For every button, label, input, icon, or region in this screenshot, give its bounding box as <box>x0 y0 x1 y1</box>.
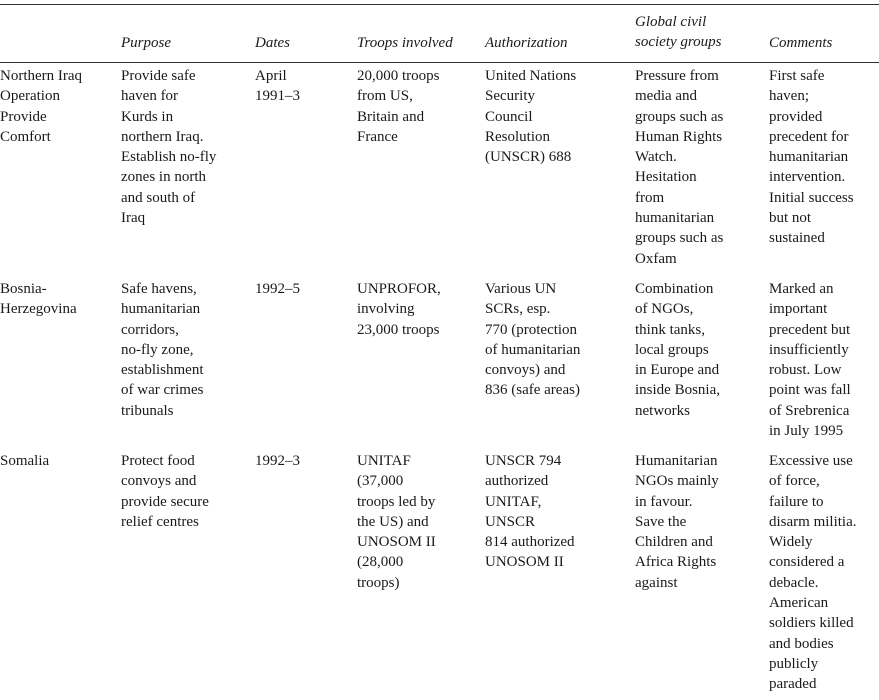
cell-text-line: Africa Rights <box>635 554 717 571</box>
table-cell-troops <box>357 451 436 593</box>
cell-text-line: robust. Low <box>769 362 842 379</box>
cell-text-line: UNSCR 794 <box>485 453 562 469</box>
cell-text-line: Humanitarian <box>635 453 718 469</box>
cell-text-line: inside Bosnia, <box>635 382 720 399</box>
cell-text-line: convoys) and <box>485 362 566 379</box>
cell-text-line: haven; <box>769 88 809 105</box>
cell-text-line: corridors, <box>121 321 179 338</box>
cell-text-line: UNSCR <box>485 513 536 530</box>
cell-text-line: American <box>769 595 829 612</box>
cell-text-line: in favour. <box>635 493 693 510</box>
cell-text-line: insufficiently <box>769 341 849 358</box>
table-cell-dates <box>255 66 300 107</box>
cell-text-line: Resolution <box>485 128 551 145</box>
cell-text-line: 1992–3 <box>255 453 300 469</box>
cell-text-line: UNOSOM II <box>357 534 436 551</box>
cell-text-line: Oxfam <box>635 250 677 267</box>
cell-text-line: of force, <box>769 473 820 490</box>
cell-text-line: and south of <box>121 189 196 206</box>
cell-text-line: Widely <box>769 534 813 551</box>
cell-text-line: UNITAF <box>357 453 411 469</box>
cell-text-line: SCRs, esp. <box>485 301 551 318</box>
table-cell-region <box>0 66 82 147</box>
cell-text-line: disarm militia. <box>769 513 857 530</box>
cell-text-line: Combination <box>635 281 714 297</box>
cell-text-line: Comfort <box>0 128 51 145</box>
cell-text-line: relief centres <box>121 513 199 530</box>
cell-text-line: France <box>357 128 398 145</box>
cell-text-line: Council <box>485 108 533 125</box>
table-cell-civil-society <box>635 66 723 269</box>
cell-text-line: considered a <box>769 554 845 571</box>
cell-text-line: Watch. <box>635 149 677 166</box>
table-cell-authorization <box>485 66 576 167</box>
cell-text-line: local groups <box>635 341 709 358</box>
cell-text-line: networks <box>635 402 690 419</box>
cell-text-line: Establish no-fly <box>121 149 217 166</box>
cell-text-line: troops led by <box>357 493 436 510</box>
cell-text-line: Hesitation <box>635 169 697 186</box>
table-cell-comments <box>769 66 854 249</box>
cell-text-line: establishment <box>121 362 204 379</box>
table-cell-purpose <box>121 66 216 228</box>
table-cell-troops <box>357 279 441 340</box>
cell-text-line: no-fly zone, <box>121 341 194 358</box>
cell-text-line: but not <box>769 210 812 227</box>
header-troops-involved: Troops involved <box>357 35 453 51</box>
cell-text-line: (UNSCR) 688 <box>485 149 572 166</box>
cell-text-line: Iraq <box>121 210 146 227</box>
cell-text-line: 23,000 troops <box>357 321 440 338</box>
cell-text-line: Protect food <box>121 453 195 469</box>
cell-text-line: involving <box>357 301 415 318</box>
cell-text-line: NGOs mainly <box>635 473 719 490</box>
table-cell-civil-society <box>635 279 720 421</box>
cell-text-line: groups such as <box>635 108 724 125</box>
cell-text-line: precedent for <box>769 128 849 145</box>
cell-text-line: April <box>255 68 287 84</box>
header-purpose: Purpose <box>121 35 171 51</box>
cell-text-line: Children and <box>635 534 713 551</box>
cell-text-line: tribunals <box>121 402 174 419</box>
cell-text-line: 1991–3 <box>255 88 300 105</box>
table-top-rule <box>0 4 879 5</box>
table-cell-authorization <box>485 451 575 573</box>
table-cell-dates <box>255 451 300 471</box>
header-rule <box>0 62 879 63</box>
cell-text-line: Somalia <box>0 453 50 469</box>
cell-text-line: authorized <box>485 473 549 490</box>
header-authorization: Authorization <box>485 35 568 51</box>
cell-text-line: paraded <box>769 676 817 693</box>
cell-text-line: point was fall <box>769 382 851 399</box>
cell-text-line: UNITAF, <box>485 493 542 510</box>
cell-text-line: from US, <box>357 88 413 105</box>
header-comments: Comments <box>769 35 833 51</box>
cell-text-line: groups such as <box>635 230 724 247</box>
cell-text-line: Initial success <box>769 189 854 206</box>
cell-text-line: UNPROFOR, <box>357 281 441 297</box>
cell-text-line: Britain and <box>357 108 425 125</box>
table-cell-region <box>0 279 77 320</box>
cell-text-line: publicly <box>769 655 819 672</box>
cell-text-line: debacle. <box>769 574 819 591</box>
cell-text-line: haven for <box>121 88 179 105</box>
cell-text-line: Kurds in <box>121 108 174 125</box>
table-cell-authorization <box>485 279 580 401</box>
cell-text-line: failure to <box>769 493 824 510</box>
table-cell-comments <box>769 279 851 441</box>
cell-text-line: Human Rights <box>635 128 723 145</box>
cell-text-line: important <box>769 301 828 318</box>
cell-text-line: from <box>635 189 665 206</box>
cell-text-line: Various UN <box>485 281 557 297</box>
cell-text-line: 770 (protection <box>485 321 578 338</box>
cell-text-line: Herzegovina <box>0 301 77 318</box>
header-dates: Dates <box>255 35 290 51</box>
cell-text-line: United Nations <box>485 68 577 84</box>
header-global-civil-society-groups <box>635 12 722 52</box>
cell-text-line: Safe havens, <box>121 281 197 297</box>
cell-text-line: (28,000 <box>357 554 404 571</box>
cell-text-line: First safe <box>769 68 825 84</box>
cell-text-line: in July 1995 <box>769 423 844 440</box>
cell-text-line: Bosnia- <box>0 281 47 297</box>
cell-text-line: of Srebrenica <box>769 402 850 419</box>
cell-text-line: sustained <box>769 230 825 247</box>
cell-text-line: the US) and <box>357 513 429 530</box>
cell-text-line: humanitarian <box>769 149 849 166</box>
table-cell-purpose <box>121 451 209 532</box>
cell-text-line: of humanitarian <box>485 341 581 358</box>
cell-text-line: in Europe and <box>635 362 720 379</box>
cell-text-line: Provide <box>0 108 47 125</box>
cell-text-line: convoys and <box>121 473 197 490</box>
cell-text-line: troops) <box>357 574 400 591</box>
cell-text-line: (37,000 <box>357 473 404 490</box>
table-cell-civil-society <box>635 451 719 593</box>
cell-text-line: Save the <box>635 513 687 530</box>
cell-text-line: 20,000 troops <box>357 68 440 84</box>
table-cell-dates <box>255 279 300 299</box>
table-cell-region <box>0 451 49 471</box>
cell-text-line: Security <box>485 88 535 105</box>
cell-text-line: 1992–5 <box>255 281 300 297</box>
cell-text-line: Provide safe <box>121 68 196 84</box>
cell-text-line: UNOSOM II <box>485 554 564 571</box>
cell-text-line: think tanks, <box>635 321 705 338</box>
cell-text-line: Marked an <box>769 281 834 297</box>
table-cell-comments <box>769 451 857 695</box>
cell-text-line: provided <box>769 108 823 125</box>
cell-text-line: zones in north <box>121 169 206 186</box>
cell-text-line: against <box>635 574 678 591</box>
cell-text-line: 814 authorized <box>485 534 575 551</box>
table-cell-troops <box>357 66 440 147</box>
table-cell-purpose <box>121 279 204 421</box>
cell-text-line: of war crimes <box>121 382 204 399</box>
cell-text-line: humanitarian <box>635 210 715 227</box>
cell-text-line: Global civil <box>635 14 707 30</box>
cell-text-line: media and <box>635 88 698 105</box>
cell-text-line: provide secure <box>121 493 209 510</box>
cell-text-line: society groups <box>635 34 722 50</box>
cell-text-line: Northern Iraq <box>0 68 83 84</box>
cell-text-line: soldiers killed <box>769 615 854 632</box>
cell-text-line: intervention. <box>769 169 846 186</box>
cell-text-line: precedent but <box>769 321 851 338</box>
cell-text-line: Operation <box>0 88 60 105</box>
cell-text-line: 836 (safe areas) <box>485 382 580 399</box>
cell-text-line: and bodies <box>769 635 834 652</box>
cell-text-line: of NGOs, <box>635 301 694 318</box>
cell-text-line: Pressure from <box>635 68 719 84</box>
cell-text-line: northern Iraq. <box>121 128 204 145</box>
cell-text-line: Excessive use <box>769 453 853 469</box>
cell-text-line: humanitarian <box>121 301 201 318</box>
